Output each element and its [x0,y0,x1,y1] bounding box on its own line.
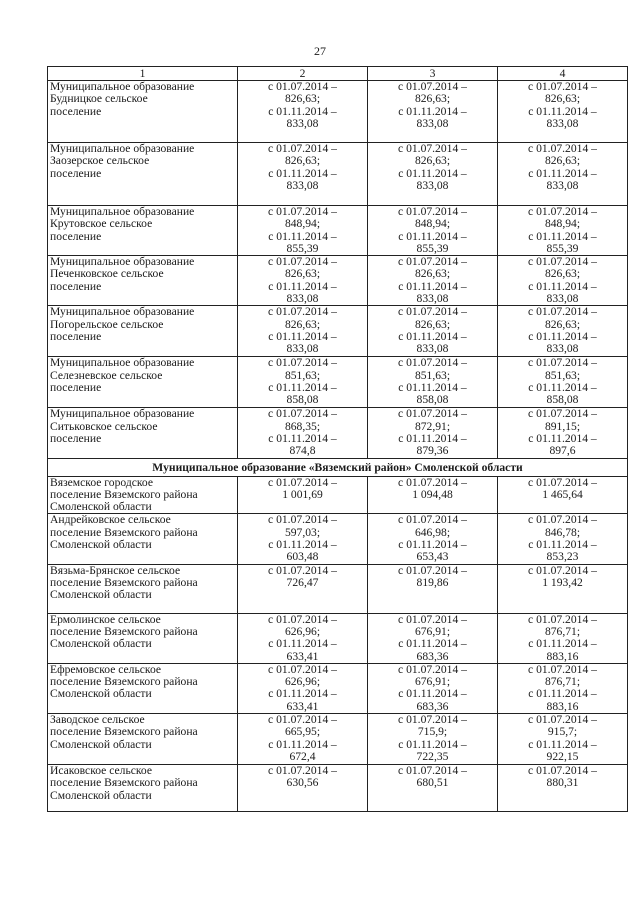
table-row [48,714,628,765]
tariff-col-4 [498,476,628,514]
municipality-name-line: Погорельское сельское [50,317,164,331]
tariff-col-4 [498,765,628,812]
tariff-col-2 [238,306,368,357]
tariff-col-2-line: с 01.11.2014 – [268,104,337,118]
municipality-name [48,714,238,765]
municipality-name-line: поселение Вяземского района [50,487,198,501]
table-row [48,514,628,564]
municipality-name-line: Селезневское сельское [50,368,163,382]
tariff-col-3-line: с 01.11.2014 – [398,637,467,651]
tariff-col-2-line: 626,96; [284,624,321,638]
tariff-col-4 [498,514,628,564]
tariff-col-2-line: с 01.11.2014 – [268,431,337,445]
tariff-col-4-line: с 01.07.2014 – [528,80,597,93]
tariff-col-4-line: 915,7; [547,725,578,739]
tariff-col-4-line: 883,16 [546,649,579,663]
tariff-col-2 [238,143,368,206]
tariff-col-3 [368,81,498,143]
tariff-col-3-line: 855,39 [416,241,449,255]
tariff-col-4-line: с 01.11.2014 – [528,637,597,651]
tariff-col-4 [498,613,628,663]
tariff-col-2 [238,714,368,765]
municipality-name-line: Вяземское городское [50,475,153,489]
tariff-col-3-line: с 01.07.2014 – [398,612,467,626]
tariff-col-4-line: с 01.07.2014 – [528,407,597,421]
municipality-name-line: Заводское сельское [50,713,145,727]
municipality-name [48,564,238,613]
tariff-col-2-line: 626,96; [284,675,321,689]
municipality-name-line: Будницкое сельское [50,92,148,106]
tariff-col-4 [498,663,628,713]
municipality-name-line: Смоленской области [50,500,152,514]
municipality-name-line: Муниципальное образование [50,142,195,155]
tariff-col-3-line: с 01.11.2014 – [398,687,467,701]
table-row [48,476,628,514]
tariff-col-2-line: 672,4 [289,749,316,763]
municipality-name [48,408,238,458]
tariff-col-3 [368,613,498,663]
tariff-col-3-line: 833,08 [416,116,449,130]
tariff-col-2-line: 597,03; [284,525,321,539]
tariff-col-4-line: 851,63; [544,368,581,382]
tariff-col-3-line: с 01.07.2014 – [398,662,467,676]
column-number: 2 [238,67,368,81]
tariff-col-2-line: 826,63; [284,317,321,331]
tariff-col-4-line: 833,08 [546,116,579,130]
tariff-col-2-line: с 01.07.2014 – [268,305,337,319]
tariff-col-4-line: с 01.07.2014 – [528,612,597,626]
tariff-col-3-line: с 01.11.2014 – [398,380,467,394]
tariff-col-4-line: с 01.11.2014 – [528,279,597,293]
tariff-col-2-line: с 01.11.2014 – [268,737,337,751]
tariff-col-2-line: с 01.07.2014 – [268,255,337,269]
municipality-name [48,206,238,256]
municipality-name [48,514,238,564]
municipality-name [48,765,238,812]
tariff-col-3-line: 653,43 [416,550,449,564]
tariff-col-3-line: с 01.11.2014 – [398,104,467,118]
tariff-col-2-line: 826,63; [284,267,321,281]
municipality-name [48,613,238,663]
tariff-col-4 [498,408,628,458]
tariff-col-3-line: с 01.07.2014 – [398,513,467,527]
tariff-col-2-line: 848,94; [284,217,321,231]
municipality-name-line: поселение [50,104,102,118]
tariff-col-3 [368,714,498,765]
tariff-col-4 [498,206,628,256]
municipality-name-line: Исаковское сельское [50,764,153,778]
tariff-col-2-line: с 01.07.2014 – [268,563,337,577]
municipality-name-line: Смоленской области [50,687,152,701]
tariff-col-2-line: с 01.07.2014 – [268,80,337,93]
tariff-col-3 [368,206,498,256]
tariff-col-2-line: с 01.07.2014 – [268,713,337,727]
tariff-col-2-line: с 01.11.2014 – [268,166,337,180]
tariff-col-4-line: с 01.11.2014 – [528,229,597,243]
tariff-col-2 [238,81,368,143]
tariff-col-4-line: с 01.11.2014 – [528,737,597,751]
municipality-name-line: поселение Вяземского района [50,575,198,589]
tariff-col-4 [498,357,628,408]
tariff-col-4-line: с 01.07.2014 – [528,713,597,727]
tariff-col-2-line: 851,63; [284,368,321,382]
municipality-name-line: Муниципальное образование [50,255,195,269]
tariff-col-4 [498,714,628,765]
tariff-col-4-line: 897,6 [549,444,576,458]
municipality-name-line: поселение Вяземского района [50,624,198,638]
municipality-name-line: Печенковское сельское [50,267,164,281]
tariff-col-4-line: 1 465,64 [542,487,583,501]
table-row [48,357,628,408]
municipality-name-line: поселение [50,166,102,180]
municipality-name [48,81,238,143]
tariff-col-3-line: с 01.07.2014 – [398,407,467,421]
tariff-col-3-line: 826,63; [414,317,451,331]
municipality-name [48,357,238,408]
tariff-col-3-line: 683,36 [416,649,449,663]
table-row [48,306,628,357]
municipality-name-line: Муниципальное образование [50,407,195,421]
tariff-col-2-line: с 01.07.2014 – [268,356,337,370]
tariff-col-2 [238,663,368,713]
tariff-col-2-line: с 01.07.2014 – [268,662,337,676]
tariff-col-3-line: 833,08 [416,178,449,192]
municipality-name-line: Смоленской области [50,588,152,602]
municipality-name-line: Муниципальное образование [50,356,195,370]
municipality-name [48,306,238,357]
tariff-col-3-line: 826,63; [414,154,451,168]
tariff-col-2-line: 1 001,69 [282,487,323,501]
municipality-name-line: Андрейковское сельское [50,513,171,527]
tariff-col-2-line: 630,56 [286,776,319,790]
tariff-col-4-line: с 01.11.2014 – [528,687,597,701]
tariff-col-3 [368,357,498,408]
municipality-name-line: Крутовское сельское [50,217,153,231]
tariff-col-4-line: с 01.07.2014 – [528,563,597,577]
tariff-col-2-line: 826,63; [284,92,321,106]
tariff-col-2-line: 633,41 [286,649,319,663]
tariff-col-3-line: 722,35 [416,749,449,763]
municipality-name-line: Смоленской области [50,637,152,651]
tariff-col-3-line: с 01.11.2014 – [398,279,467,293]
municipality-name-line: поселение [50,279,102,293]
tariff-table [47,66,628,812]
tariff-col-3 [368,476,498,514]
tariff-col-2 [238,357,368,408]
tariff-col-2-line: 826,63; [284,154,321,168]
municipality-name [48,663,238,713]
tariff-col-4-line: с 01.07.2014 – [528,764,597,778]
municipality-name-line: поселение Вяземского района [50,525,198,539]
table-row [48,408,628,458]
table-row [48,81,628,143]
tariff-col-3-line: 848,94; [414,217,451,231]
tariff-col-2-line: с 01.07.2014 – [268,142,337,155]
tariff-col-3-line: 872,91; [414,419,451,433]
page-number: 27 [314,44,326,58]
tariff-col-3-line: 858,08 [416,393,449,407]
tariff-col-2-line: с 01.07.2014 – [268,205,337,218]
tariff-col-2-line: с 01.07.2014 – [268,513,337,527]
tariff-col-4-line: 826,63; [544,317,581,331]
tariff-col-3-line: с 01.07.2014 – [398,563,467,577]
tariff-col-3-line: с 01.07.2014 – [398,764,467,778]
tariff-col-3-line: с 01.07.2014 – [398,475,467,489]
tariff-col-2-line: с 01.07.2014 – [268,407,337,421]
tariff-col-2-line: с 01.07.2014 – [268,764,337,778]
municipality-name-line: поселение Вяземского района [50,675,198,689]
tariff-col-2-line: с 01.11.2014 – [268,279,337,293]
tariff-col-2 [238,256,368,306]
tariff-col-3-line: с 01.07.2014 – [398,255,467,269]
tariff-col-3 [368,514,498,564]
tariff-col-3-line: 826,63; [414,92,451,106]
tariff-col-3-line: с 01.07.2014 – [398,305,467,319]
table-row [48,564,628,613]
tariff-col-4-line: 826,63; [544,267,581,281]
tariff-col-3-line: с 01.11.2014 – [398,229,467,243]
municipality-name-line: Смоленской области [50,788,152,802]
tariff-col-4-line: 922,15 [546,749,579,763]
tariff-col-2-line: с 01.07.2014 – [268,475,337,489]
tariff-col-4 [498,306,628,357]
tariff-col-3-line: 833,08 [416,292,449,306]
column-number: 1 [48,67,238,81]
tariff-col-3-line: с 01.11.2014 – [398,329,467,343]
table-row [48,765,628,812]
tariff-col-3 [368,306,498,357]
municipality-name-line: Смоленской области [50,538,152,552]
tariff-col-2-line: 726,47 [286,575,319,589]
tariff-col-4 [498,256,628,306]
tariff-col-4-line: с 01.11.2014 – [528,538,597,552]
tariff-col-4-line: 848,94; [544,217,581,231]
tariff-col-4-line: с 01.07.2014 – [528,662,597,676]
table-row [48,143,628,206]
tariff-col-2-line: 868,35; [284,419,321,433]
tariff-col-4-line: с 01.07.2014 – [528,356,597,370]
municipality-name-line: поселение [50,431,102,445]
tariff-col-4-line: с 01.07.2014 – [528,205,597,218]
tariff-col-2-line: 833,08 [286,116,319,130]
municipality-name-line: Муниципальное образование [50,305,195,319]
municipality-name [48,143,238,206]
tariff-col-3-line: с 01.11.2014 – [398,431,467,445]
tariff-col-3-line: с 01.11.2014 – [398,538,467,552]
tariff-col-4-line: с 01.07.2014 – [528,255,597,269]
column-number-row [48,67,628,81]
tariff-col-4-line: 883,16 [546,699,579,713]
tariff-col-4-line: с 01.11.2014 – [528,431,597,445]
tariff-col-2 [238,564,368,613]
tariff-col-3-line: с 01.07.2014 – [398,80,467,93]
tariff-col-2-line: 833,08 [286,342,319,356]
tariff-col-2-line: 874,8 [289,444,316,458]
municipality-name-line: Вязьма-Брянское сельское [50,563,181,577]
municipality-name [48,256,238,306]
municipality-name-line: поселение [50,380,102,394]
table-row [48,256,628,306]
tariff-col-2-line: с 01.11.2014 – [268,538,337,552]
tariff-col-4-line: 876,71; [544,624,581,638]
municipality-name-line: поселение [50,329,102,343]
tariff-col-2-line: 855,39 [286,241,319,255]
tariff-col-3 [368,663,498,713]
tariff-col-2-line: с 01.11.2014 – [268,329,337,343]
table-row [48,663,628,713]
municipality-name-line: поселение [50,229,102,243]
tariff-col-2-line: 633,41 [286,699,319,713]
tariff-col-3-line: 826,63; [414,267,451,281]
table-row [48,613,628,663]
municipality-name-line: Смоленской области [50,737,152,751]
tariff-col-2-line: с 01.11.2014 – [268,637,337,651]
tariff-col-4-line: с 01.07.2014 – [528,513,597,527]
column-number: 3 [368,67,498,81]
tariff-col-3 [368,408,498,458]
tariff-col-3 [368,143,498,206]
tariff-col-3-line: с 01.07.2014 – [398,142,467,155]
tariff-col-2-line: 833,08 [286,178,319,192]
tariff-col-2 [238,514,368,564]
municipality-name-line: поселение Вяземского района [50,725,198,739]
section-title: Муниципальное образование «Вяземский район» Смоленской области [48,458,628,476]
tariff-col-3 [368,765,498,812]
tariff-col-3-line: 676,91; [414,624,451,638]
tariff-col-4-line: с 01.07.2014 – [528,305,597,319]
tariff-col-3-line: с 01.11.2014 – [398,737,467,751]
tariff-col-3-line: с 01.11.2014 – [398,166,467,180]
tariff-col-4-line: 846,78; [544,525,581,539]
tariff-col-4-line: с 01.11.2014 – [528,104,597,118]
tariff-col-4-line: 891,15; [544,419,581,433]
tariff-col-4-line: 876,71; [544,675,581,689]
municipality-name-line: Ситьковское сельское [50,419,158,433]
tariff-col-4-line: 826,63; [544,92,581,106]
municipality-name-line: поселение Вяземского района [50,776,198,790]
tariff-col-4-line: с 01.11.2014 – [528,329,597,343]
tariff-col-4-line: 855,39 [546,241,579,255]
tariff-col-4-line: 880,31 [546,776,579,790]
tariff-col-3-line: 676,91; [414,675,451,689]
tariff-col-3 [368,564,498,613]
municipality-name-line: Ермолинское сельское [50,612,161,626]
tariff-col-4-line: с 01.11.2014 – [528,166,597,180]
tariff-col-3 [368,256,498,306]
tariff-col-4-line: 1 193,42 [542,575,583,589]
tariff-col-3-line: 715,9; [417,725,448,739]
tariff-col-3-line: 680,51 [416,776,449,790]
tariff-col-4 [498,81,628,143]
tariff-col-2 [238,765,368,812]
tariff-col-3-line: с 01.07.2014 – [398,356,467,370]
tariff-col-3-line: с 01.07.2014 – [398,205,467,218]
tariff-col-4 [498,143,628,206]
tariff-col-4-line: 853,23 [546,550,579,564]
tariff-col-3-line: 851,63; [414,368,451,382]
column-number: 4 [498,67,628,81]
tariff-col-3-line: 879,36 [416,444,449,458]
tariff-col-4-line: 858,08 [546,393,579,407]
municipality-name-line: Заозерское сельское [50,154,150,168]
tariff-col-4-line: 833,08 [546,292,579,306]
municipality-name-line: Муниципальное образование [50,205,195,218]
tariff-col-3-line: 683,36 [416,699,449,713]
municipality-name-line: Муниципальное образование [50,80,195,93]
tariff-col-4-line: с 01.07.2014 – [528,142,597,155]
tariff-col-4 [498,564,628,613]
municipality-name-line: Ефремовское сельское [50,662,162,676]
tariff-col-4-line: 833,08 [546,178,579,192]
tariff-col-4-line: с 01.07.2014 – [528,475,597,489]
tariff-col-3-line: 646,98; [414,525,451,539]
tariff-col-2-line: 665,95; [284,725,321,739]
tariff-col-2-line: с 01.11.2014 – [268,687,337,701]
tariff-col-4-line: 826,63; [544,154,581,168]
section-row [48,458,628,476]
tariff-col-2-line: 858,08 [286,393,319,407]
tariff-col-3-line: 819,86 [416,575,449,589]
tariff-col-3-line: 1 094,48 [412,487,453,501]
tariff-col-2 [238,613,368,663]
tariff-col-2-line: 833,08 [286,292,319,306]
tariff-col-2 [238,206,368,256]
tariff-col-2 [238,408,368,458]
tariff-col-2-line: с 01.07.2014 – [268,612,337,626]
tariff-col-3-line: 833,08 [416,342,449,356]
tariff-col-2-line: с 01.11.2014 – [268,229,337,243]
table-row [48,206,628,256]
tariff-col-2-line: 603,48 [286,550,319,564]
municipality-name [48,476,238,514]
tariff-col-4-line: 833,08 [546,342,579,356]
tariff-col-2 [238,476,368,514]
tariff-col-2-line: с 01.11.2014 – [268,380,337,394]
tariff-col-4-line: с 01.11.2014 – [528,380,597,394]
tariff-col-3-line: с 01.07.2014 – [398,713,467,727]
